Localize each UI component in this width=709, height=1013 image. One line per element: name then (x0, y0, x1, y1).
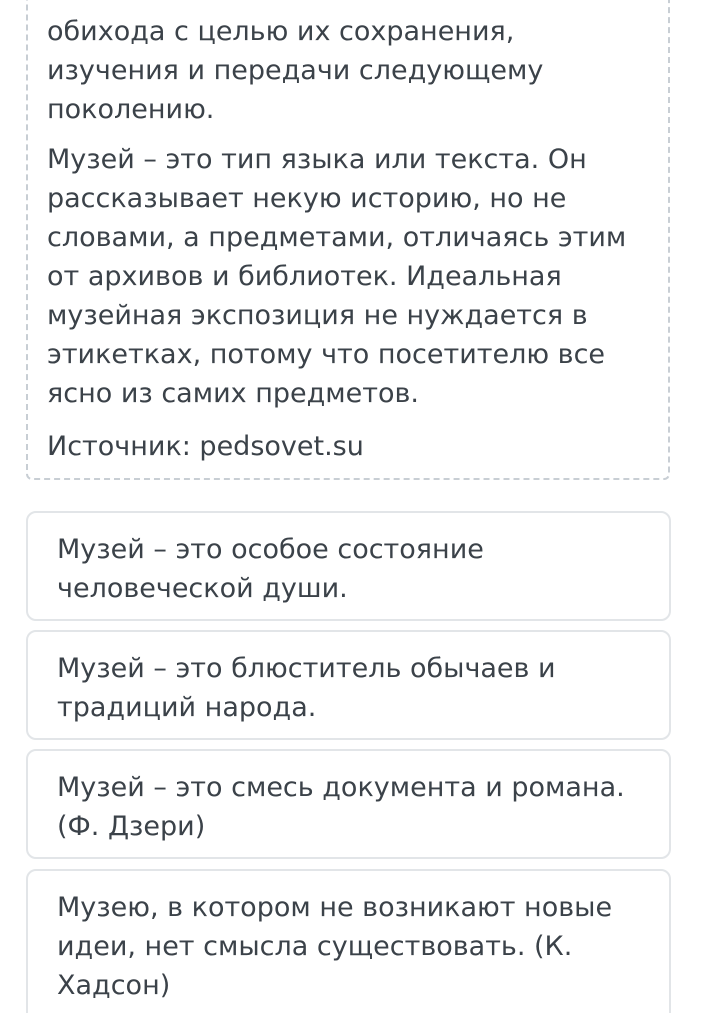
source-paragraph-1: обихода с целью их сохранения, изучения и передачи следующему поколению. (47, 16, 544, 125)
answer-option-3-text: Музей – это смесь документа и романа. (Ф. Дзери) (57, 772, 625, 842)
answer-option-4-text: Музею, в котором не возникают новые идеи, нет смысла существовать. (К. Хадсон) (57, 892, 613, 1001)
source-paragraph-2: Музей – это тип языка или текста. Он рассказывает некую историю, но не словами, а предметами, отличаясь этим от архивов и библиотек. Идеальная музейная экспозиция не нуждается в этикетках, потому что посетителю все ясно из самих предметов. (47, 144, 627, 409)
answer-option-4[interactable] (26, 869, 671, 1013)
answer-option-1-text: Музей – это особое состояние человеческой души. (57, 534, 484, 604)
source-citation: Источник: pedsovet.su (47, 431, 364, 462)
answer-option-3[interactable] (26, 749, 671, 859)
answer-option-2[interactable] (26, 630, 671, 740)
answer-option-2-text: Музей – это блюститель обычаев и традиций народа. (57, 653, 556, 723)
answer-option-1[interactable] (26, 511, 671, 621)
